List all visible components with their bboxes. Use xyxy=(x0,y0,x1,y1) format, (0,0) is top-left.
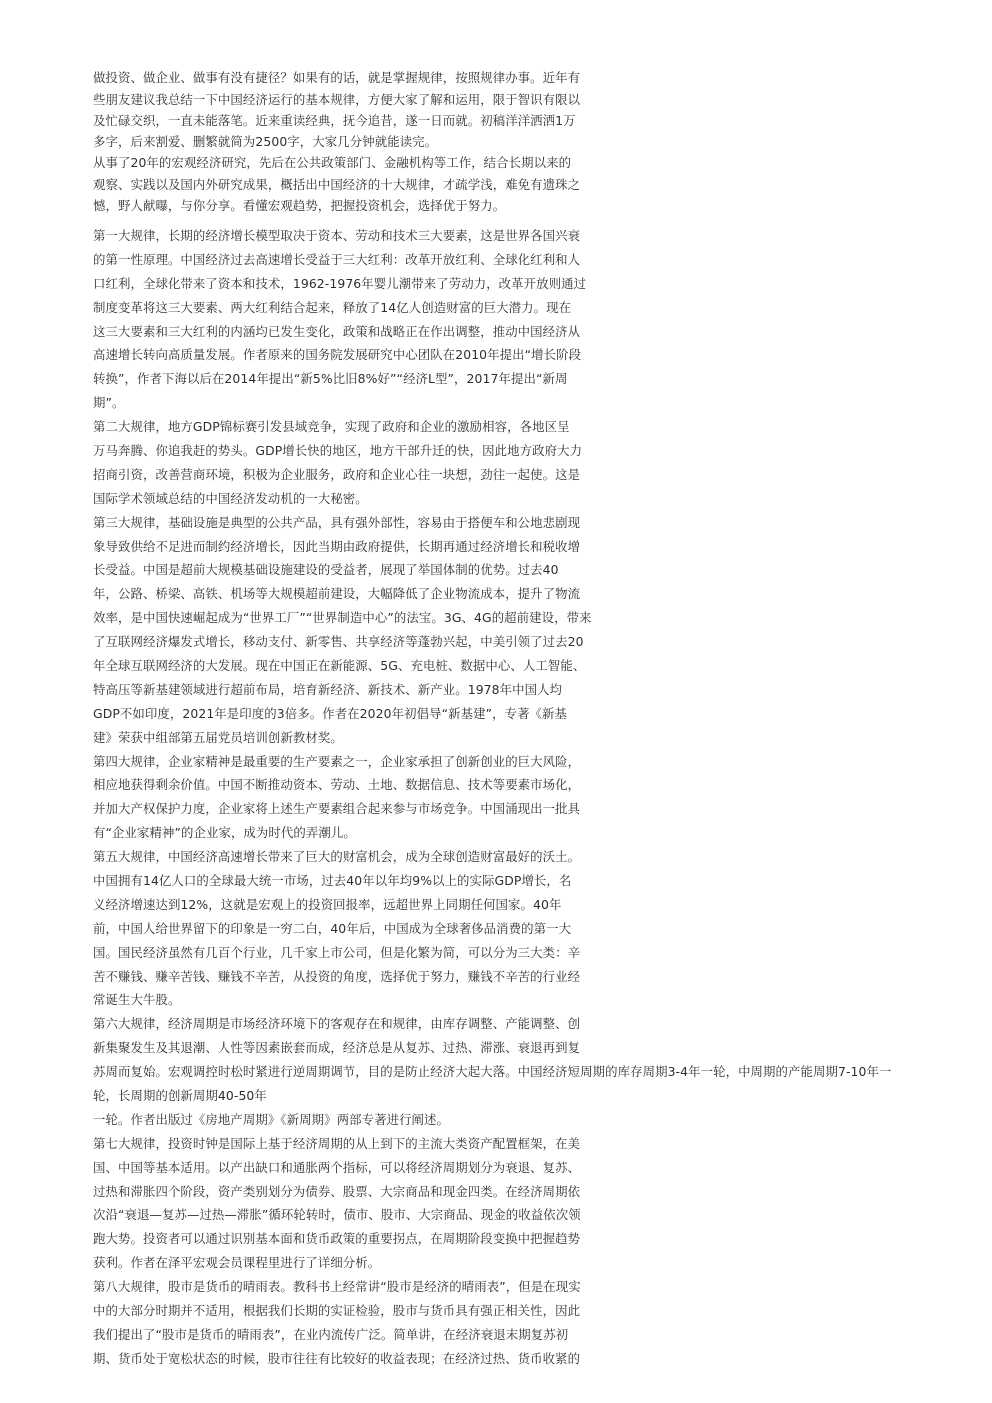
text-line: 第二大规律，地方GDP锦标赛引发县域竞争，实现了政府和企业的激励相容，各地区呈 xyxy=(93,419,570,434)
text-line: 常诞生大牛股。 xyxy=(93,992,181,1007)
text-line: 特高压等新基建领域进行超前布局，培育新经济、新技术、新产业。1978年中国人均 xyxy=(93,682,563,697)
text-line: 建》荣获中组部第五届党员培训创新教材奖。 xyxy=(93,730,343,745)
text-line: 第一大规律，长期的经济增长模型取决于资本、劳动和技术三大要素，这是世界各国兴衰 xyxy=(93,228,581,243)
text-line: 第五大规律，中国经济高速增长带来了巨大的财富机会，成为全球创造财富最好的沃土。 xyxy=(93,849,581,864)
text-line: 长受益。中国是超前大规模基础设施建设的受益者，展现了举国体制的优势。过去40 xyxy=(93,562,559,577)
text-line: 国际学术领域总结的中国经济发动机的一大秘密。 xyxy=(93,491,368,506)
text-line: 这三大要素和三大红利的内涵均已发生变化，政策和战略正在作出调整，推动中国经济从 xyxy=(93,324,581,339)
text-line: 的第一性原理。中国经济过去高速增长受益于三大红利：改革开放红利、全球化红利和人 xyxy=(93,252,581,267)
text-line: 跑大势。投资者可以通过识别基本面和货币政策的重要拐点，在周期阶段变换中把握趋势 xyxy=(93,1231,581,1246)
text-line: 高速增长转向高质量发展。作者原来的国务院发展研究中心团队在2010年提出“增长阶段 xyxy=(93,347,582,362)
text-line: 并加大产权保护力度，企业家将上述生产要素组合起来参与市场竞争。中国涌现出一批具 xyxy=(93,801,581,816)
text-line: 第八大规律，股市是货币的晴雨表。教科书上经常讲“股市是经济的晴雨表”，但是在现实 xyxy=(93,1279,581,1294)
text-line: 中国拥有14亿人口的全球最大统一市场，过去40年以年均9%以上的实际GDP增长，名 xyxy=(93,873,572,888)
text-line: 制度变革将这三大要素、两大红利结合起来，释放了14亿人创造财富的巨大潜力。现在 xyxy=(93,300,572,315)
text-line: 第三大规律，基础设施是典型的公共产品，具有强外部性，容易由于搭便车和公地悲剧现 xyxy=(93,515,581,530)
text-line: 国、中国等基本适用。以产出缺口和通胀两个指标，可以将经济周期划分为衰退、复苏、 xyxy=(93,1160,581,1175)
text-line: 苏周而复始。宏观调控时松时紧进行逆周期调节，目的是防止经济大起大落。中国经济短周期的库存周期3-4年一轮，中周期的产能周期7-10年一 xyxy=(93,1064,892,1079)
text-line: 我们提出了“股市是货币的晴雨表”，在业内流传广泛。简单讲，在经济衰退末期复苏初 xyxy=(93,1327,569,1342)
text-line: 前，中国人给世界留下的印象是一穷二白，40年后，中国成为全球奢侈品消费的第一大 xyxy=(93,921,572,936)
text-line: 获利。作者在泽平宏观会员课程里进行了详细分析。 xyxy=(93,1255,381,1270)
text-line: 年全球互联网经济的大发展。现在中国正在新能源、5G、充电桩、数据中心、人工智能、 xyxy=(93,658,586,673)
text-line: 轮，长周期的创新周期40-50年 xyxy=(93,1088,267,1103)
text-line: 转换”，作者下海以后在2014年提出“新5%比旧8%好”“经济L型”，2017年提出“新周 xyxy=(93,371,568,386)
text-line: 效率，是中国快速崛起成为“世界工厂”“世界制造中心”的法宝。3G、4G的超前建设，带来 xyxy=(93,610,592,625)
text-line: 第七大规律，投资时钟是国际上基于经济周期的从上到下的主流大类资产配置框架，在美 xyxy=(93,1136,581,1151)
text-line: 招商引资，改善营商环境，积极为企业服务，政府和企业心往一块想，劲往一起使。这是 xyxy=(93,467,581,482)
text-line: 次沿“衰退—复苏—过热—滞胀”循环轮转时，债市、股市、大宗商品、现金的收益依次领 xyxy=(93,1207,581,1222)
text-line: 中的大部分时期并不适用，根据我们长期的实证检验，股市与货币具有强正相关性，因此 xyxy=(93,1303,581,1318)
text-line: GDP不如印度，2021年是印度的3倍多。作者在2020年初倡导“新基建”，专著《新基 xyxy=(93,706,568,721)
text-line: 做投资、做企业、做事有没有捷径？如果有的话，就是掌握规律，按照规律办事。近年有 xyxy=(93,70,581,85)
text-line: 憾，野人献曝，与你分享。看懂宏观趋势，把握投资机会，选择优于努力。 xyxy=(93,198,506,213)
text-line: 年，公路、桥梁、高铁、机场等大规模超前建设，大幅降低了企业物流成本，提升了物流 xyxy=(93,586,581,601)
text-line: 及忙碌交织，一直未能落笔。近来重读经典，抚今追昔，遂一日而就。初稿洋洋洒洒1万 xyxy=(93,113,576,128)
text-line: 万马奔腾、你追我赶的势头。GDP增长快的地区，地方干部升迁的快，因此地方政府大力 xyxy=(93,443,583,458)
text-line: 第六大规律，经济周期是市场经济环境下的客观存在和规律，由库存调整、产能调整、创 xyxy=(93,1016,581,1031)
text-line: 义经济增速达到12%，这就是宏观上的投资回报率，远超世界上同期任何国家。40年 xyxy=(93,897,562,912)
text-line: 期”。 xyxy=(93,395,125,410)
text-line: 国。国民经济虽然有几百个行业，几千家上市公司，但是化繁为简，可以分为三大类：辛 xyxy=(93,945,581,960)
text-line: 有“企业家精神”的企业家，成为时代的弄潮儿。 xyxy=(93,825,356,840)
text-line: 一轮。作者出版过《房地产周期》《新周期》两部专著进行阐述。 xyxy=(93,1112,450,1127)
text-line: 多字，后来割爱、删繁就简为2500字，大家几分钟就能读完。 xyxy=(93,134,438,149)
text-line: 第四大规律，企业家精神是最重要的生产要素之一，企业家承担了创新创业的巨大风险， xyxy=(93,754,581,769)
text-line: 象导致供给不足进而制约经济增长，因此当期由政府提供，长期再通过经济增长和税收增 xyxy=(93,539,581,554)
text-line: 口红利，全球化带来了资本和技术，1962-1976年婴儿潮带来了劳动力，改革开放则通过 xyxy=(93,276,587,291)
text-line: 了互联网经济爆发式增长，移动支付、新零售、共享经济等蓬勃兴起，中美引领了过去20 xyxy=(93,634,584,649)
text-line: 从事了20年的宏观经济研究，先后在公共政策部门、金融机构等工作，结合长期以来的 xyxy=(93,155,572,170)
text-line: 相应地获得剩余价值。中国不断推动资本、劳动、土地、数据信息、技术等要素市场化， xyxy=(93,777,581,792)
text-line: 过热和滞胀四个阶段，资产类别划分为债券、股票、大宗商品和现金四类。在经济周期依 xyxy=(93,1184,581,1199)
text-line: 些朋友建议我总结一下中国经济运行的基本规律，方便大家了解和运用，限于智识有限以 xyxy=(93,92,581,107)
text-line: 苦不赚钱、赚辛苦钱、赚钱不辛苦，从投资的角度，选择优于努力，赚钱不辛苦的行业经 xyxy=(93,969,581,984)
text-line: 观察、实践以及国内外研究成果，概括出中国经济的十大规律，才疏学浅，难免有遗珠之 xyxy=(93,177,581,192)
text-line: 期、货币处于宽松状态的时候，股市往往有比较好的收益表现；在经济过热、货币收紧的 xyxy=(93,1351,581,1366)
text-line: 新集聚发生及其退潮、人性等因素嵌套而成，经济总是从复苏、过热、滞涨、衰退再到复 xyxy=(93,1040,581,1055)
